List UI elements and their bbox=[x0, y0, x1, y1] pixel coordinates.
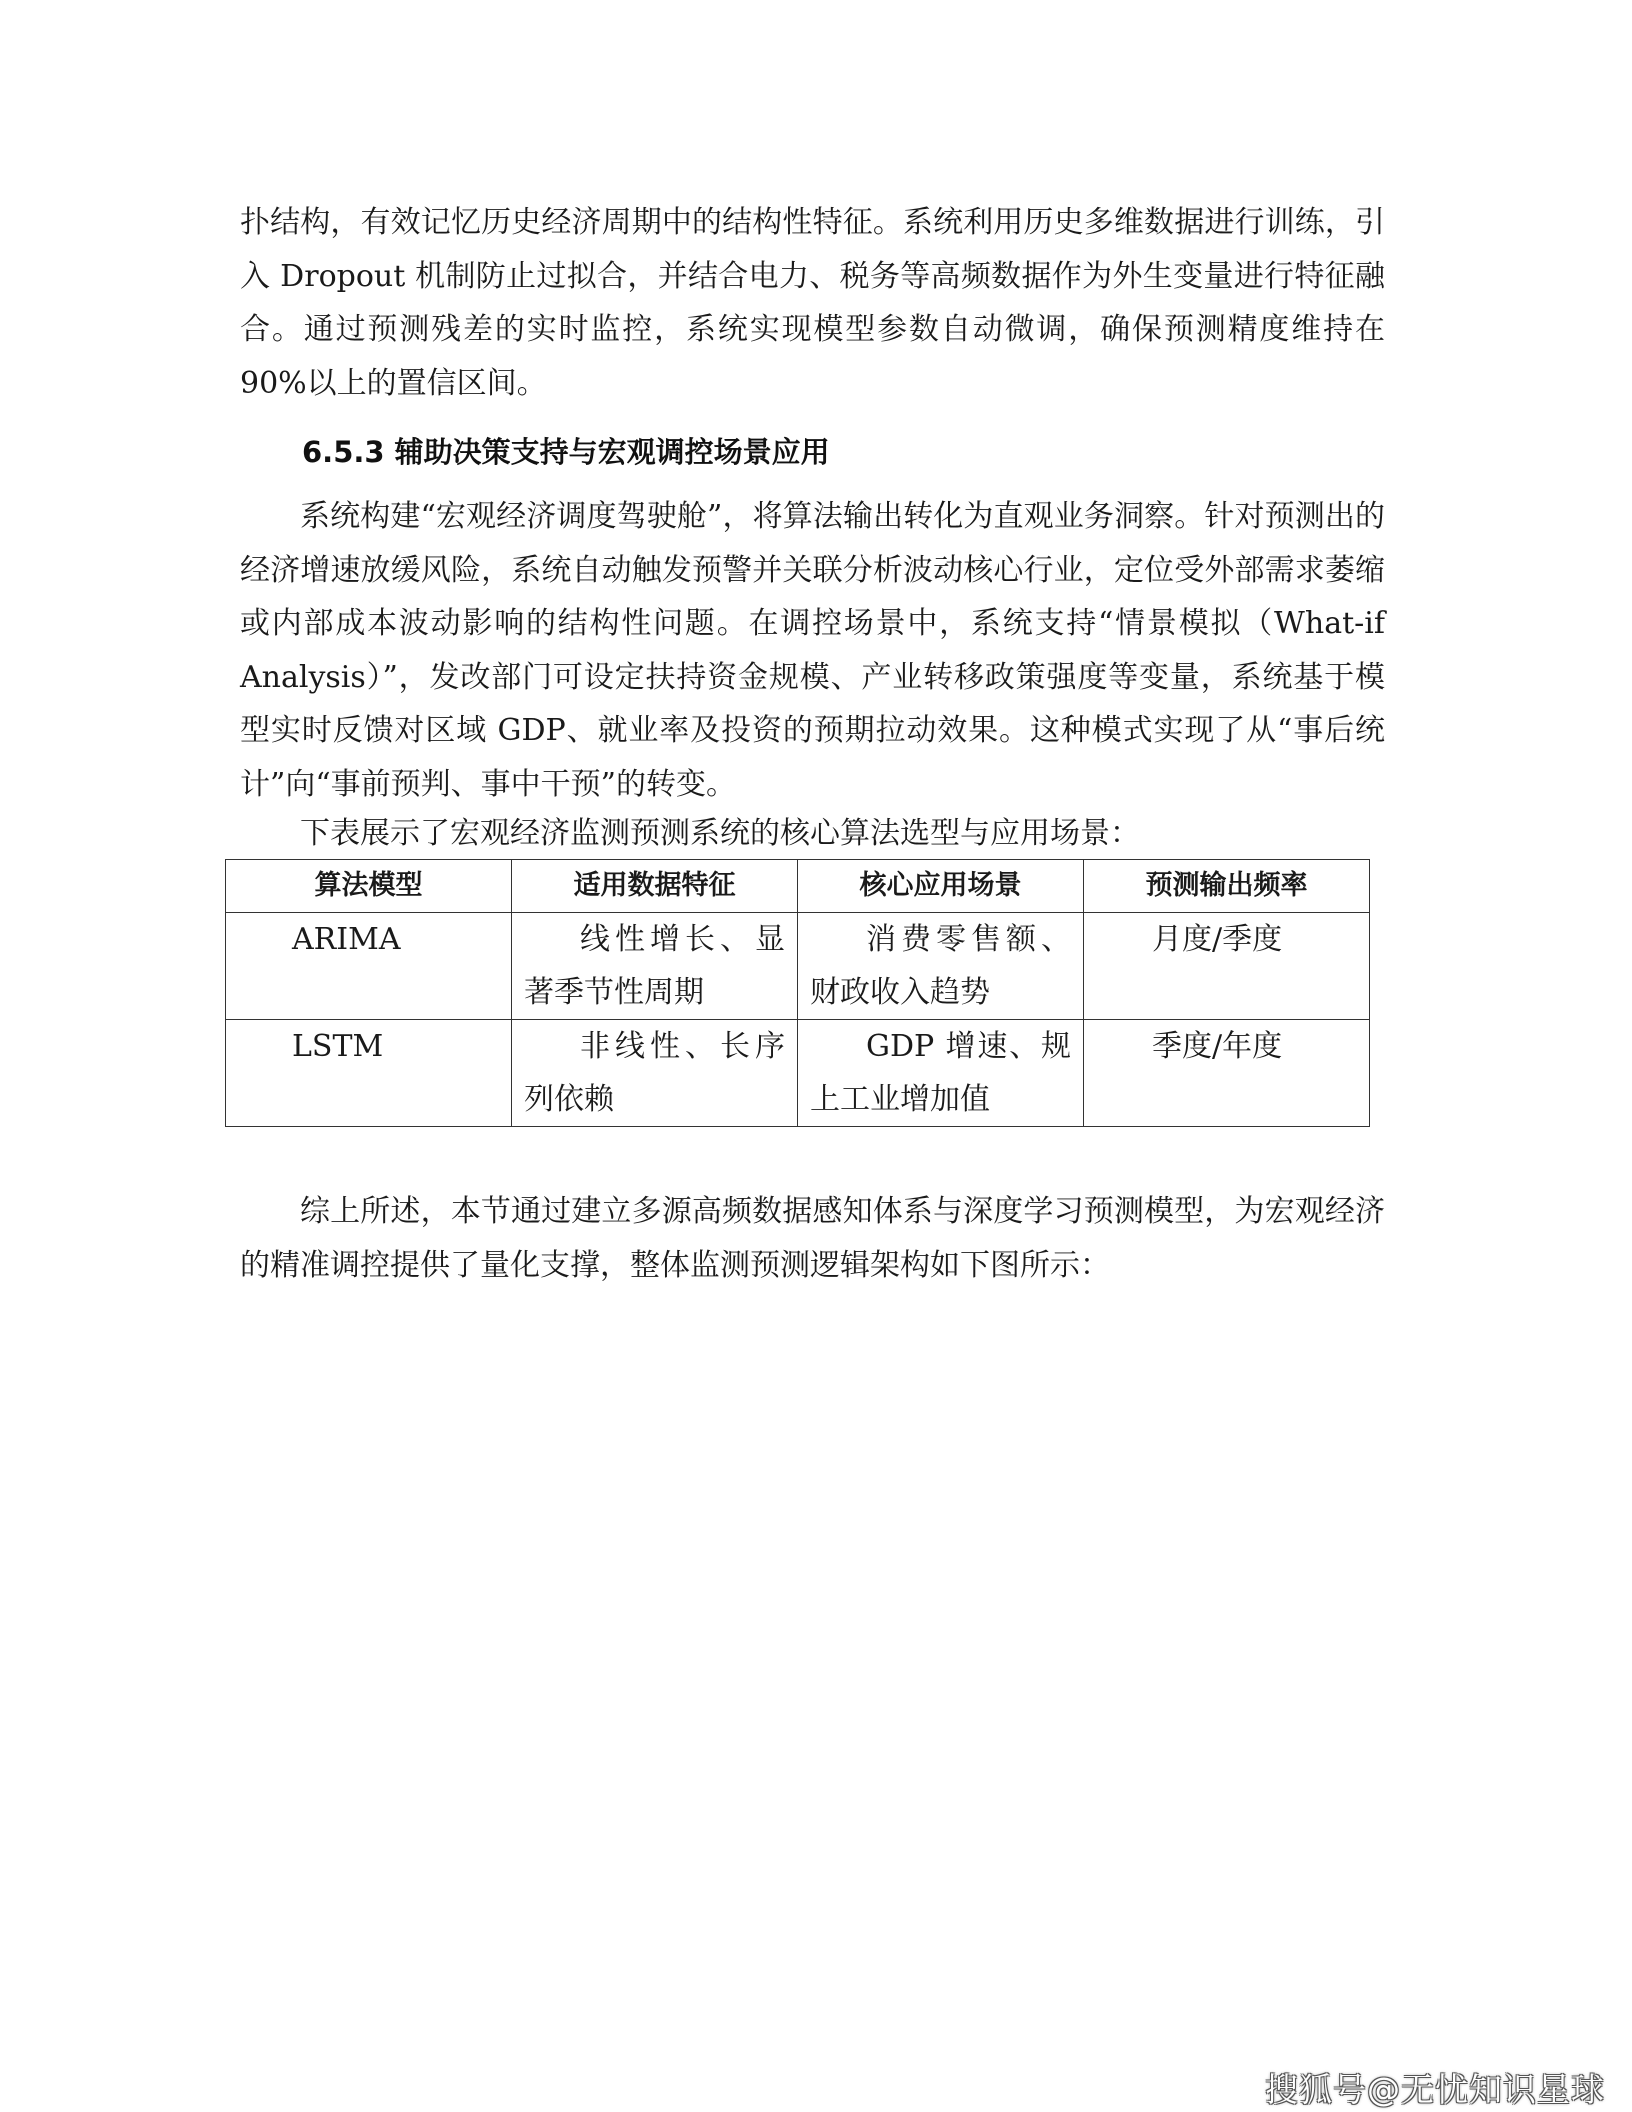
cell-features: 非线性、长序列依赖 bbox=[512, 1020, 798, 1127]
header-algorithm-model: 算法模型 bbox=[226, 860, 512, 913]
header-core-scenarios: 核心应用场景 bbox=[798, 860, 1084, 913]
table-row bbox=[226, 1020, 1370, 1127]
table-caption: 下表展示了宏观经济监测预测系统的核心算法选型与应用场景： bbox=[300, 816, 1140, 851]
cell-frequency: 季度/年度 bbox=[1084, 1020, 1370, 1127]
cell-frequency: 月度/季度 bbox=[1084, 913, 1370, 1020]
cell-features: 线性增长、显著季节性周期 bbox=[512, 913, 798, 1020]
section-heading: 6.5.3 辅助决策支持与宏观调控场景应用 bbox=[302, 435, 830, 469]
header-data-features: 适用数据特征 bbox=[512, 860, 798, 913]
section-paragraph: 系统构建“宏观经济调度驾驶舱”，将算法输出转化为直观业务洞察。针对预测出的经济增速放缓风险，系统自动触发预警并关联分析波动核心行业，定位受外部需求萎缩或内部成本波动影响的结构性问题。在调控场景中，系统支持“情景模拟（What-if Analysis）”，发改部门可设定扶持资金规模、产业转移政策强度等变量，系统基于模型实时反馈对区域 GDP、就业率及投资的预期拉动效果。这种模式实现了从“事后统计”向“事前预判、事中干预”的转变。 bbox=[240, 499, 1385, 802]
cell-model: ARIMA bbox=[226, 913, 512, 1020]
cell-model: LSTM bbox=[226, 1020, 512, 1127]
summary-paragraph: 综上所述，本节通过建立多源高频数据感知体系与深度学习预测模型，为宏观经济的精准调控提供了量化支撑，整体监测预测逻辑架构如下图所示： bbox=[240, 1194, 1385, 1283]
header-output-frequency: 预测输出频率 bbox=[1084, 860, 1370, 913]
cell-scenarios: GDP 增速、规上工业增加值 bbox=[798, 1020, 1084, 1127]
table-header-row bbox=[226, 860, 1370, 913]
algorithm-table bbox=[225, 859, 1370, 1127]
document-page bbox=[240, 196, 1385, 1292]
watermark: 搜狐号@无忧知识星球 bbox=[1265, 2070, 1605, 2109]
intro-paragraph: 扑结构，有效记忆历史经济周期中的结构性特征。系统利用历史多维数据进行训练，引入 Dropout 机制防止过拟合，并结合电力、税务等高频数据作为外生变量进行特征融合。通过预测残差的实时监控，系统实现模型参数自动微调，确保预测精度维持在 90%以上的置信区间。 bbox=[240, 205, 1385, 401]
cell-scenarios: 消费零售额、财政收入趋势 bbox=[798, 913, 1084, 1020]
table-row bbox=[226, 913, 1370, 1020]
